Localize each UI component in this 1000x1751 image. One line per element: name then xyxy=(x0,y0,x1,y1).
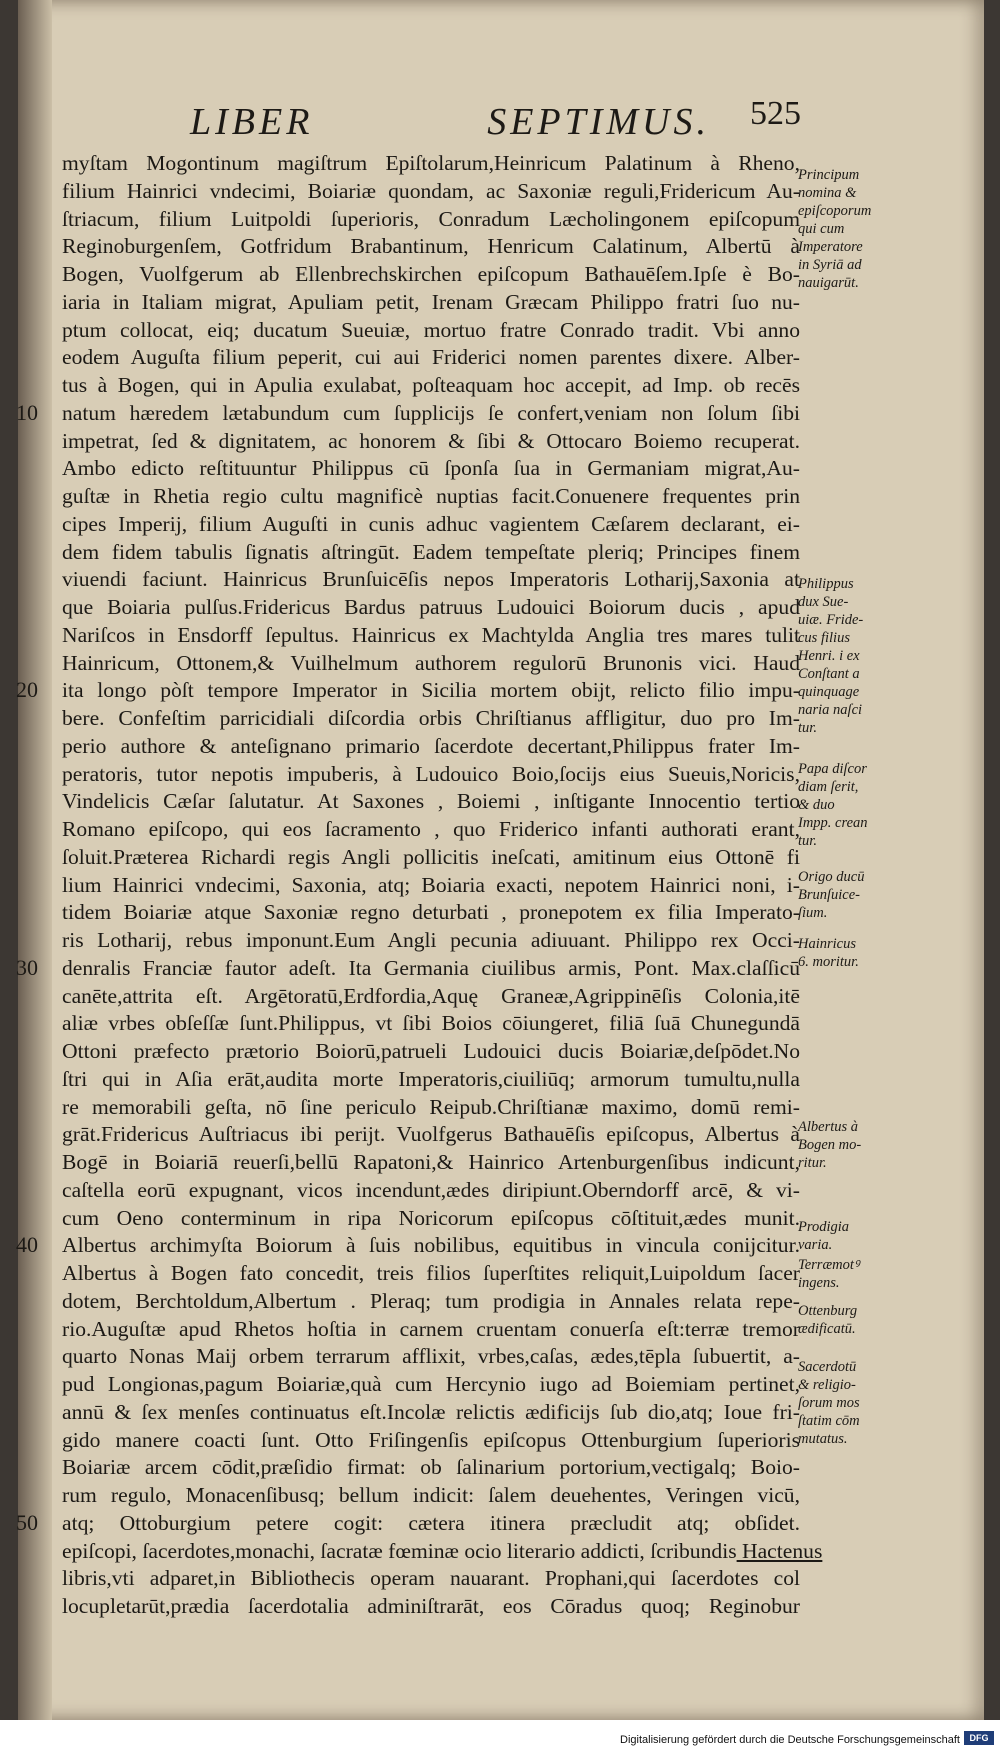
marginal-note-line: & duo xyxy=(798,797,835,813)
text-line: Bogen, Vuolfgerum ab Ellenbrechskirchen epiſcopum Bathauēſem.Ipſe è Bo- xyxy=(62,262,800,286)
text-line: ſtriacum, filium Luitpoldi ſuperioris, Conradum Læcholingonem epiſcopum xyxy=(62,206,800,231)
text-line: quarto Nonas Maij orbem terrarum afflixit, vrbes,caſas, ædes,tēpla ſubuertit, a- xyxy=(62,1344,800,1369)
marginal-note-line: Bogen mo- xyxy=(798,1137,862,1153)
marginal-note-line: ritur. xyxy=(798,1155,827,1171)
text-line: Bogē in Boiariā reuerſi,bellū Rapatoni,& Hainrico Artenburgenſibus indicunt, xyxy=(62,1150,800,1174)
text-line: cum Oeno conterminum in ripa Noricorum epiſcopus cōſtituit,ædes munit. xyxy=(62,1205,800,1230)
line-number: 20 xyxy=(16,677,38,703)
text-line: peratoris, tutor nepotis impuberis, à Ludouico Boio,ſocijs eius Sueuis,Noricis, xyxy=(62,761,800,786)
marginal-note-line: Albertus à xyxy=(798,1119,859,1135)
marginal-note-line: ſium. xyxy=(798,905,828,921)
marginal-note-line: Conſtant a xyxy=(798,666,860,682)
marginal-note-line: Philippus xyxy=(798,576,854,592)
text-line: locupletarūt,prædia ſacerdotalia adminiſtrarāt, eos Cōradus quoq; Reginobur xyxy=(62,1594,800,1618)
text-line: re memorabili geſta, nō ſine periculo Reipub.Chriſtianæ maximo, domū remi- xyxy=(62,1094,800,1119)
text-line: eodem Auguſta filium peperit, cui aui Friderici nomen parentes dixere. Alber- xyxy=(62,345,800,370)
text-line: myſtam Mogontinum magiſtrum Epiſtolarum,Heinricum Palatinum à Rheno, xyxy=(62,151,800,175)
text-line: iaria in Italiam migrat, Apuliam petit, Irenam Græcam Philippo fratri ſuo nu- xyxy=(62,289,800,314)
text-line: Romano epiſcopo, qui eos ſacramento , quo Friderico infanti authorati erant, xyxy=(62,817,800,841)
text-line: perio authore & anteſignano primario ſacerdote decertant,Philippus frater Im- xyxy=(62,733,800,758)
text-line: ris Lotharij, rebus imponunt.Eum Angli pecunia adiuuant. Philippo rex Occi- xyxy=(62,928,800,952)
text-line: canēte,attrita eſt. Argētoratū,Erdfordia,Aquę Graneæ,Agrippinēſis Colonia,itē xyxy=(62,983,800,1008)
text-line: Ottoni præfecto prætorio Boiorū,patrueli Ludouici ducis Boiariæ,deſpōdet.No xyxy=(62,1039,800,1063)
text-line: tidem Boiariæ atque Saxoniæ regno deturbati , pronepotem ex filia Imperato- xyxy=(62,900,800,925)
marginal-note-line: ingens. xyxy=(798,1275,840,1291)
marginal-note xyxy=(798,868,898,922)
text-line: Nariſcos in Ensdorff ſepultus. Hainricus ex Machtylda Anglia tres mares tulit xyxy=(62,622,800,647)
marginal-note-line: Papa diſcor xyxy=(798,761,867,777)
page-number: 525 xyxy=(750,95,801,132)
text-line: libris,vti adparet,in Bibliothecis operam nauarant. Prophani,qui ſacerdotes col xyxy=(62,1566,800,1591)
text-line: Vindelicis Cæſar ſalutatur. At Saxones , Boiemi , inſtigante Innocentio tertio xyxy=(62,789,800,814)
marginal-note-line: epiſcoporum xyxy=(798,203,872,219)
line-number: 10 xyxy=(16,399,38,425)
text-line: Albertus archimyſta Boiorum à ſuis nobilibus, equitibus in vincula conijcitur. xyxy=(62,1233,800,1258)
line-number: 50 xyxy=(16,1509,38,1535)
marginal-note-line: varia. xyxy=(798,1237,833,1253)
marginal-note xyxy=(798,760,898,850)
marginal-note-line: & religio- xyxy=(798,1377,856,1393)
text-line: epiſcopi, ſacerdotes,monachi, ſacratæ fœminæ ocio literario addicti, ſcribundis Hactenus xyxy=(62,1538,823,1563)
text-line: Boiariæ arcem cōdit,præſidio firmat: ob ſalinarium portorium,vectigalq; Boio- xyxy=(62,1455,800,1480)
text-line: ptum collocat, eiq; ducatum Sueuiæ, mortuo fratre Conrado tradit. Vbi anno xyxy=(62,317,800,342)
marginal-note-line: Hainricus xyxy=(798,936,856,952)
marginal-note-line: mutatus. xyxy=(798,1431,848,1447)
page-gutter-shadow xyxy=(18,0,52,1720)
line-number: 30 xyxy=(16,954,38,980)
marginal-note xyxy=(798,1358,898,1448)
text-line: rum regulo, Monacenſibusq; bellum indicit: ſalem deuehentes, Veringen vicū, xyxy=(62,1483,800,1507)
marginal-note-line: ſtatim cōm xyxy=(798,1413,860,1429)
text-line: dotem, Berchtoldum,Albertum . Pleraq; tum prodigia in Annales relata repe- xyxy=(62,1288,800,1313)
text-line: annū & ſex menſes continuatus eſt.Incolæ relictis ædificijs ſub dio,atq; Ioue fri- xyxy=(62,1399,800,1424)
text-line: aliæ vrbes obſeſſæ ſunt.Philippus, vt ſibi Boios cōiungeret, filiā ſuā Chunegundā xyxy=(62,1011,800,1036)
text-line: que Boiaria pulſus.Fridericus Bardus patruus Ludouici Boiorum ducis , apud xyxy=(62,595,800,619)
text-line: caſtella eorū expugnant, vicos incendunt,ædes diripiunt.Oberndorff arcē, & vi- xyxy=(62,1177,800,1202)
marginal-note-line: naria naſci xyxy=(798,702,863,718)
text-line: denralis Franciæ fautor adeſt. Ita Germania ciuilibus armis, Pont. Max.claſſicū xyxy=(62,955,800,980)
marginal-note-line: 6. moritur. xyxy=(798,954,859,970)
text-line: lium Hainrici vndecimi, Saxonia, atq; Boiaria exacti, nepotem Hainrici noni, i- xyxy=(62,872,800,897)
marginal-note-line: qui cum xyxy=(798,221,845,237)
text-line: viuendi faciunt. Hainricus Brunſuicēſis nepos Imperatoris Lotharij,Saxonia at xyxy=(62,567,800,592)
text-line: atq; Ottoburgium petere cogit: cætera itinera præcludit atq; obſidet. xyxy=(62,1510,800,1535)
marginal-note-line: Principum xyxy=(798,167,860,183)
text-line: guſtæ in Rhetia regio cultu magnificè nuptias facit.Conuenere frequentes prin xyxy=(62,484,800,508)
marginal-note xyxy=(798,1302,898,1338)
marginal-note-line: ædificatū. xyxy=(798,1321,856,1337)
marginal-note-line: Brunſuice- xyxy=(798,887,861,903)
text-line: ita longo pòſt tempore Imperator in Sicilia mortem obijt, relicto filio impu- xyxy=(62,678,800,703)
marginal-note-line: ſorum mos xyxy=(798,1395,860,1411)
marginal-note xyxy=(798,1256,898,1292)
marginal-note-line: Sacerdotū xyxy=(798,1359,857,1375)
marginal-note-line: Terræmotꝰ xyxy=(798,1257,860,1273)
marginal-note xyxy=(798,1218,898,1254)
header-title-right: SEPTIMUS. xyxy=(487,101,710,143)
marginal-note-line: nomina & xyxy=(798,185,857,201)
marginal-note-line: nauigarūt. xyxy=(798,275,859,291)
text-line: natum hæredem lætabundum cum ſupplicijs ſe confert,veniam non ſolum ſibi xyxy=(62,400,800,425)
marginal-note-line: Impp. crean xyxy=(798,815,868,831)
line-number: 40 xyxy=(16,1232,38,1258)
marginal-note-line: diam ſerit, xyxy=(798,779,859,795)
text-line: cipes Imperij, filium Auguſti in cunis adhuc vagientem Cæſarem declarant, ei- xyxy=(62,511,800,536)
marginal-note-line: dux Sue- xyxy=(798,594,849,610)
text-line: bere. Confeſtim parricidiali diſcordia orbis Chriſtianus affligitur, duo pro Im- xyxy=(62,706,800,730)
text-line: dem fidem tabulis ſignatis aſtringūt. Eadem tempeſtate pleriq; Principes finem xyxy=(62,539,800,564)
text-line: Reginoburgenſem, Gotfridum Brabantinum, Henricum Calatinum, Albertū à xyxy=(62,234,800,259)
text-line: ſoluit.Præterea Richardi regis Angli pollicitis ineſcati, amitinum eius Ottonē fi xyxy=(62,844,800,869)
marginal-note-line: tur. xyxy=(798,720,817,736)
marginal-note-line: Prodigia xyxy=(798,1219,850,1235)
marginal-note-line: quinquage xyxy=(798,684,860,700)
marginal-note-line: cus filius xyxy=(798,630,850,646)
text-line: grāt.Fridericus Auſtriacus ibi perijt. Vuolfgerus Bathauēſis epiſcopus, Albertus à xyxy=(62,1122,800,1147)
marginal-note xyxy=(798,166,898,292)
text-line: ſtri qui in Aſia erāt,audita morte Imperatoris,ciuiliūq; armorum tumultu,nulla xyxy=(62,1066,800,1091)
marginal-note-line: Imperatore xyxy=(798,239,863,255)
text-line: impetrat, ſed & dignitatem, ac honorem & ſibi & Ottocaro Boiemo recuperat. xyxy=(62,428,800,453)
text-line: gido manere coacti ſunt. Otto Friſingenſis epiſcopus Ottenburgium ſuperioris xyxy=(62,1427,800,1452)
marginal-note-line: Ottenburg xyxy=(798,1303,858,1319)
digitization-credit: Digitalisierung gefördert durch die Deutsche Forschungsgemeinschaft xyxy=(620,1734,960,1746)
text-line: pud Longionas,pagum Boiariæ,quà cum Hercynio iugo ad Boiemiam pertinet, xyxy=(62,1372,800,1396)
marginal-note xyxy=(798,1118,898,1172)
header-title-left: LIBER xyxy=(190,101,314,143)
text-line: Ambo edicto reſtituuntur Philippus cū ſponſa ſua in Germaniam migrat,Au- xyxy=(62,456,800,481)
dfg-logo: DFG xyxy=(964,1731,994,1745)
running-header xyxy=(190,100,710,144)
marginal-note xyxy=(798,575,898,737)
text-line: rio.Auguſtæ apud Rhetos hoſtia in carnem cruentam conuerſa eſt:terræ tremor xyxy=(62,1316,800,1341)
text-line: Hainricum, Ottonem,& Vuilhelmum authorem regulorū Brunonis vici. Haud xyxy=(62,650,800,675)
text-line: filium Hainrici vndecimi, Boiariæ quondam, ac Saxoniæ reguli,Fridericum Au- xyxy=(62,178,800,203)
text-line: Albertus à Bogen fato concedit, treis filios ſuperſtites reliquit,Luipoldum ſacer xyxy=(62,1261,800,1285)
catchword: Hactenus xyxy=(736,1538,823,1563)
text-line: tus à Bogen, qui in Apulia exulabat, poſteaquam hoc accepit, ad Imp. ob recēs xyxy=(62,373,800,397)
marginal-note-line: Henri. i ex xyxy=(798,648,860,664)
marginal-note-line: in Syriā ad xyxy=(798,257,862,273)
marginal-note-line: tur. xyxy=(798,833,817,849)
marginal-note-line: uiæ. Fride- xyxy=(798,612,864,628)
marginal-note-line: Origo ducū xyxy=(798,869,865,885)
marginal-note xyxy=(798,935,898,971)
